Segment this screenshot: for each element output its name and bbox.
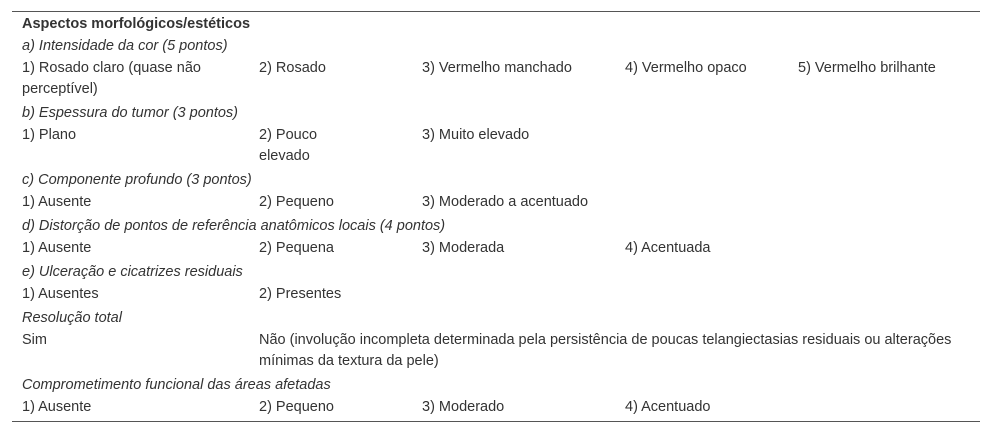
option-cell: Não (involução incompleta determinada pela persistência de poucas telangiectasias residuais ou alterações mínimas da textura da pele) xyxy=(259,332,952,369)
option-cell: 4) Vermelho opaco xyxy=(625,60,747,76)
option-cell: 4) Acentuado xyxy=(625,399,711,415)
option-cell: Sim xyxy=(22,332,47,348)
options-row xyxy=(12,192,980,215)
empty-cell xyxy=(615,284,788,307)
option-cell: 2) Rosado xyxy=(259,60,326,76)
empty-cell xyxy=(615,125,788,169)
section-title: d) Distorção de pontos de referência anatômicos locais (4 pontos) xyxy=(22,218,446,234)
section-title-row xyxy=(12,374,980,397)
option-cell: 3) Vermelho manchado xyxy=(422,60,572,76)
section-title-row xyxy=(12,261,980,284)
empty-cell xyxy=(412,284,615,307)
section-title: c) Componente profundo (3 pontos) xyxy=(22,172,252,188)
assessment-table xyxy=(12,12,980,421)
section-title: a) Intensidade da cor (5 pontos) xyxy=(22,38,228,54)
option-cell: 4) Acentuada xyxy=(625,240,711,256)
section-title-row xyxy=(12,102,980,125)
section-title: b) Espessura do tumor (3 pontos) xyxy=(22,105,238,121)
option-cell: 2) Pouco elevado xyxy=(259,127,318,164)
options-row xyxy=(12,330,980,374)
empty-cell xyxy=(788,192,980,215)
table-header: Aspectos morfológicos/estéticos xyxy=(22,16,251,32)
option-cell: 3) Moderada xyxy=(422,240,505,256)
option-cell: 2) Presentes xyxy=(259,286,342,302)
assessment-table-container xyxy=(12,11,980,422)
option-cell: 1) Ausente xyxy=(22,399,92,415)
option-cell: 1) Ausentes xyxy=(22,286,99,302)
empty-cell xyxy=(788,238,980,261)
option-cell: 1) Plano xyxy=(22,127,77,143)
empty-cell xyxy=(788,284,980,307)
option-cell: 3) Moderado xyxy=(422,399,505,415)
option-cell: 1) Rosado claro (quase não perceptível) xyxy=(22,60,201,97)
section-title-row xyxy=(12,169,980,192)
option-cell: 5) Vermelho brilhante xyxy=(798,60,936,76)
section-title-row xyxy=(12,215,980,238)
option-cell: 3) Muito elevado xyxy=(422,127,530,143)
options-row xyxy=(12,397,980,421)
option-cell: 1) Ausente xyxy=(22,194,92,210)
options-row xyxy=(12,238,980,261)
empty-cell xyxy=(788,125,980,169)
empty-cell xyxy=(788,397,980,421)
table-header-row xyxy=(12,12,980,35)
option-cell: 1) Ausente xyxy=(22,240,92,256)
section-title: Resolução total xyxy=(22,310,122,326)
option-cell: 2) Pequena xyxy=(259,240,334,256)
option-cell: 2) Pequeno xyxy=(259,194,334,210)
options-row xyxy=(12,284,980,307)
options-row xyxy=(12,58,980,102)
option-cell: 3) Moderado a acentuado xyxy=(422,194,589,210)
options-row xyxy=(12,125,980,169)
section-title: Comprometimento funcional das áreas afetadas xyxy=(22,377,331,393)
section-title-row xyxy=(12,307,980,330)
section-title-row xyxy=(12,35,980,58)
section-title: e) Ulceração e cicatrizes residuais xyxy=(22,264,243,280)
option-cell: 2) Pequeno xyxy=(259,399,334,415)
